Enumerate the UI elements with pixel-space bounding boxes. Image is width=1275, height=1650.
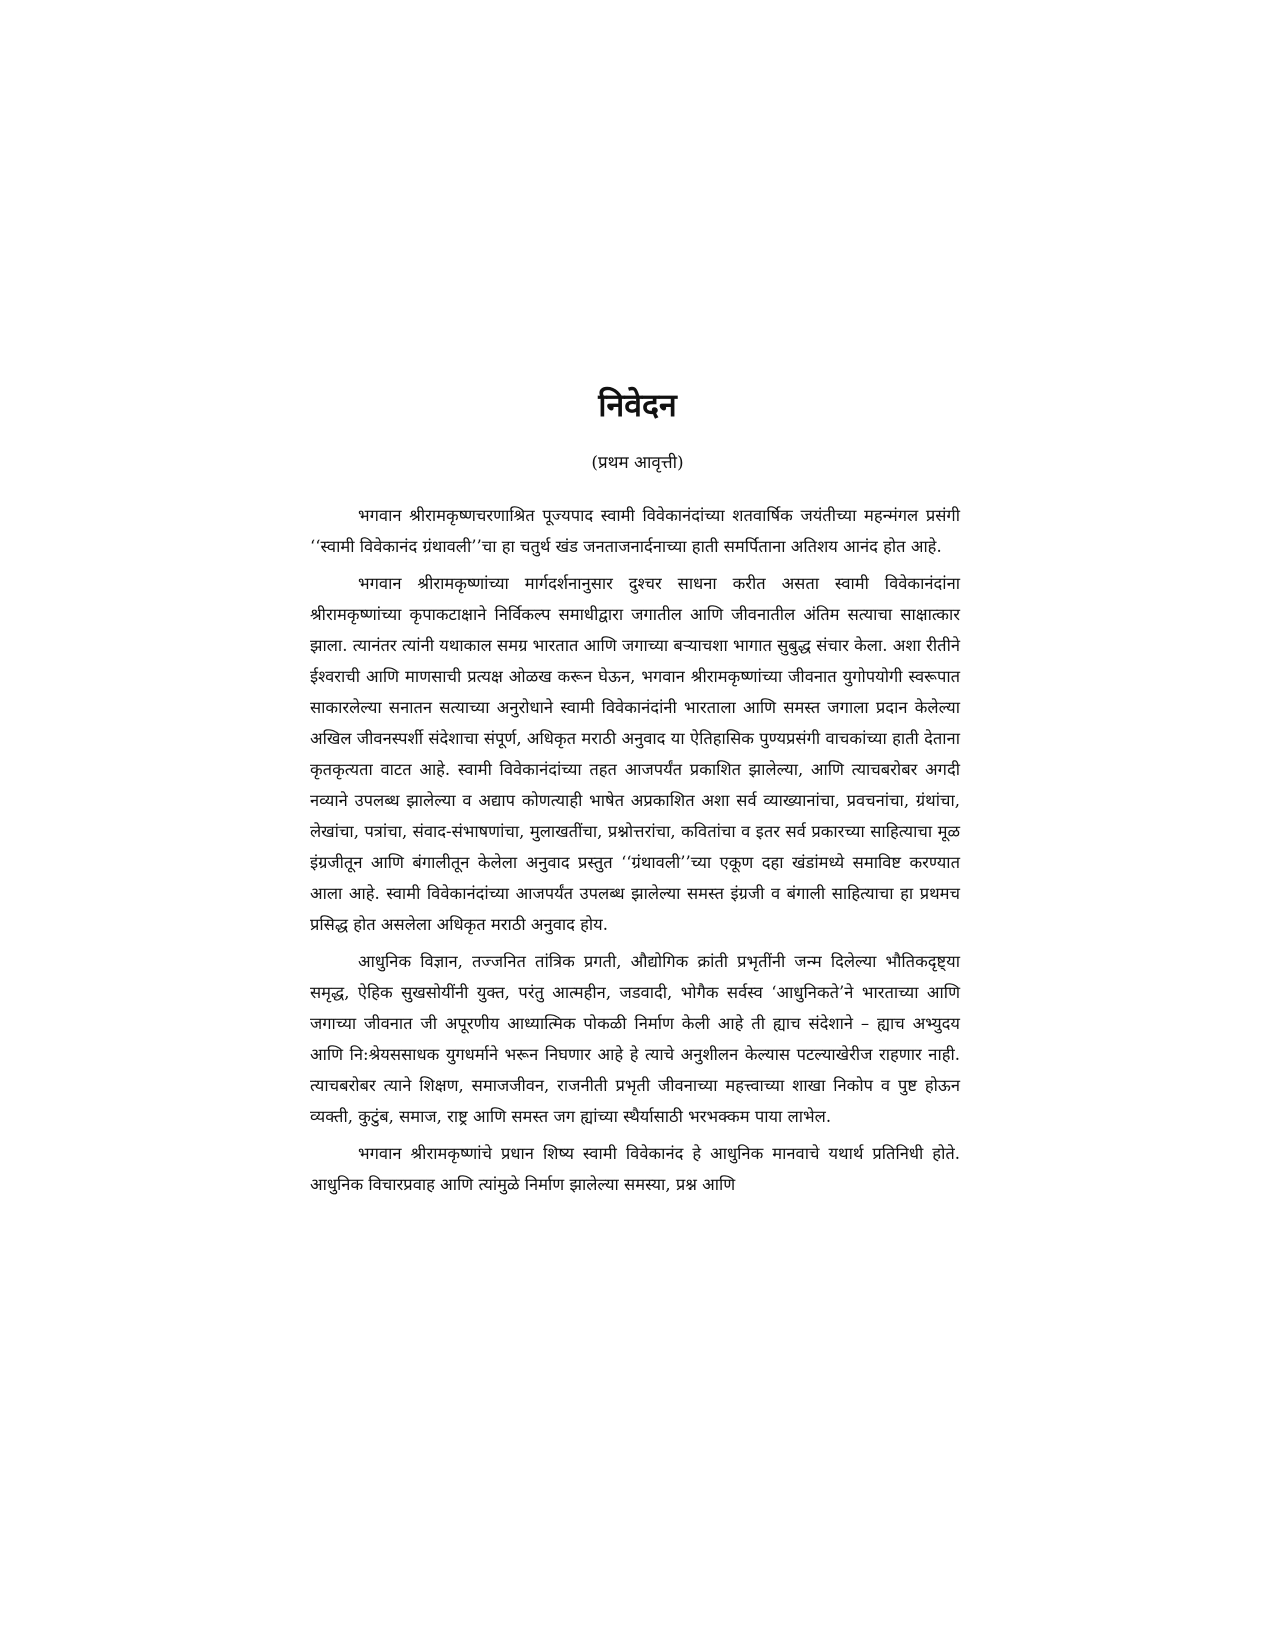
edition-subtitle: (प्रथम आवृत्ती)	[591, 453, 684, 473]
body-text	[310, 500, 960, 1206]
paragraph-2: भगवान श्रीरामकृष्णांच्या मार्गदर्शनानुसार दुश्चर साधना करीत असता स्वामी विवेकानंदांना श्रीरामकृष्णांच्या कृपाकटाक्षाने निर्विकल्प समाधीद्वारा जगातील आणि जीवनातील अंतिम सत्याचा साक्षात्कार झाला. त्यानंतर त्यांनी यथाकाल समग्र भारतात आणि जगाच्या बऱ्याचशा भागात सुबुद्ध संचार केला. अशा रीतीने ईश्वराची आणि माणसाची प्रत्यक्ष ओळख करून घेऊन, भगवान श्रीरामकृष्णांच्या जीवनात युगोपयोगी स्वरूपात साकारलेल्या सनातन सत्याच्या अनुरोधाने स्वामी विवेकानंदांनी भारताला आणि समस्त जगाला प्रदान केलेल्या अखिल जीवनस्पर्शी संदेशाचा संपूर्ण, अधिकृत मराठी अनुवाद या ऐतिहासिक पुण्यप्रसंगी वाचकांच्या हाती देताना कृतकृत्यता वाटत आहे. स्वामी विवेकानंदांच्या तहत आजपर्यंत प्रकाशित झालेल्या, आणि त्याचबरोबर अगदी नव्याने उपलब्ध झालेल्या व अद्याप कोणत्याही भाषेत अप्रकाशित अशा सर्व व्याख्यानांचा, प्रवचनांचा, ग्रंथांचा, लेखांचा, पत्रांचा, संवाद-संभाषणांचा, मुलाखतींचा, प्रश्नोत्तरांचा, कवितांचा व इतर सर्व प्रकारच्या साहित्याचा मूळ इंग्रजीतून आणि बंगालीतून केलेला अनुवाद प्रस्तुत ‘‘ग्रंथावली’’च्या एकूण दहा खंडांमध्ये समाविष्ट करण्यात आला आहे. स्वामी विवेकानंदांच्या आजपर्यंत उपलब्ध झालेल्या समस्त इंग्रजी व बंगाली साहित्याचा हा प्रथमच प्रसिद्ध होत असलेला अधिकृत मराठी अनुवाद होय.	[310, 574, 960, 934]
paragraph-1: भगवान श्रीरामकृष्णचरणाश्रित पूज्यपाद स्वामी विवेकानंदांच्या शतवार्षिक जयंतीच्या महन्मंगल प्रसंगी ‘‘स्वामी विवेकानंद ग्रंथावली’’चा हा चतुर्थ खंड जनताजनार्दनाच्या हाती समर्पिताना अतिशय आनंद होत आहे.	[310, 506, 960, 556]
paragraph-3: आधुनिक विज्ञान, तज्जनित तांत्रिक प्रगती, औद्योगिक क्रांती प्रभृतींनी जन्म दिलेल्या भौतिकदृष्ट्या समृद्ध, ऐहिक सुखसोयींनी युक्त, परंतु आत्महीन, जडवादी, भोगैक सर्वस्व ‘आधुनिकते’ने भारताच्या आणि जगाच्या जीवनात जी अपूरणीय आध्यात्मिक पोकळी निर्माण केली आहे ती ह्याच संदेशाने – ह्याच अभ्युदय आणि नि:श्रेयससाधक युगधर्माने भरून निघणार आहे हे त्याचे अनुशीलन केल्यास पटल्याखेरीज राहणार नाही. त्याचबरोबर त्याने शिक्षण, समाजजीवन, राजनीती प्रभृती जीवनाच्या महत्त्वाच्या शाखा निकोप व पुष्ट होऊन व्यक्ती, कुटुंब, समाज, राष्ट्र आणि समस्त जग ह्यांच्या स्थैर्यासाठी भरभक्कम पाया लाभेल.	[310, 952, 960, 1126]
page-title: निवेदन	[598, 386, 677, 424]
paragraph-4: भगवान श्रीरामकृष्णांचे प्रधान शिष्य स्वामी विवेकानंद हे आधुनिक मानवाचे यथार्थ प्रतिनिधी होते. आधुनिक विचारप्रवाह आणि त्यांमुळे निर्माण झालेल्या समस्या, प्रश्न आणि	[310, 1144, 960, 1194]
